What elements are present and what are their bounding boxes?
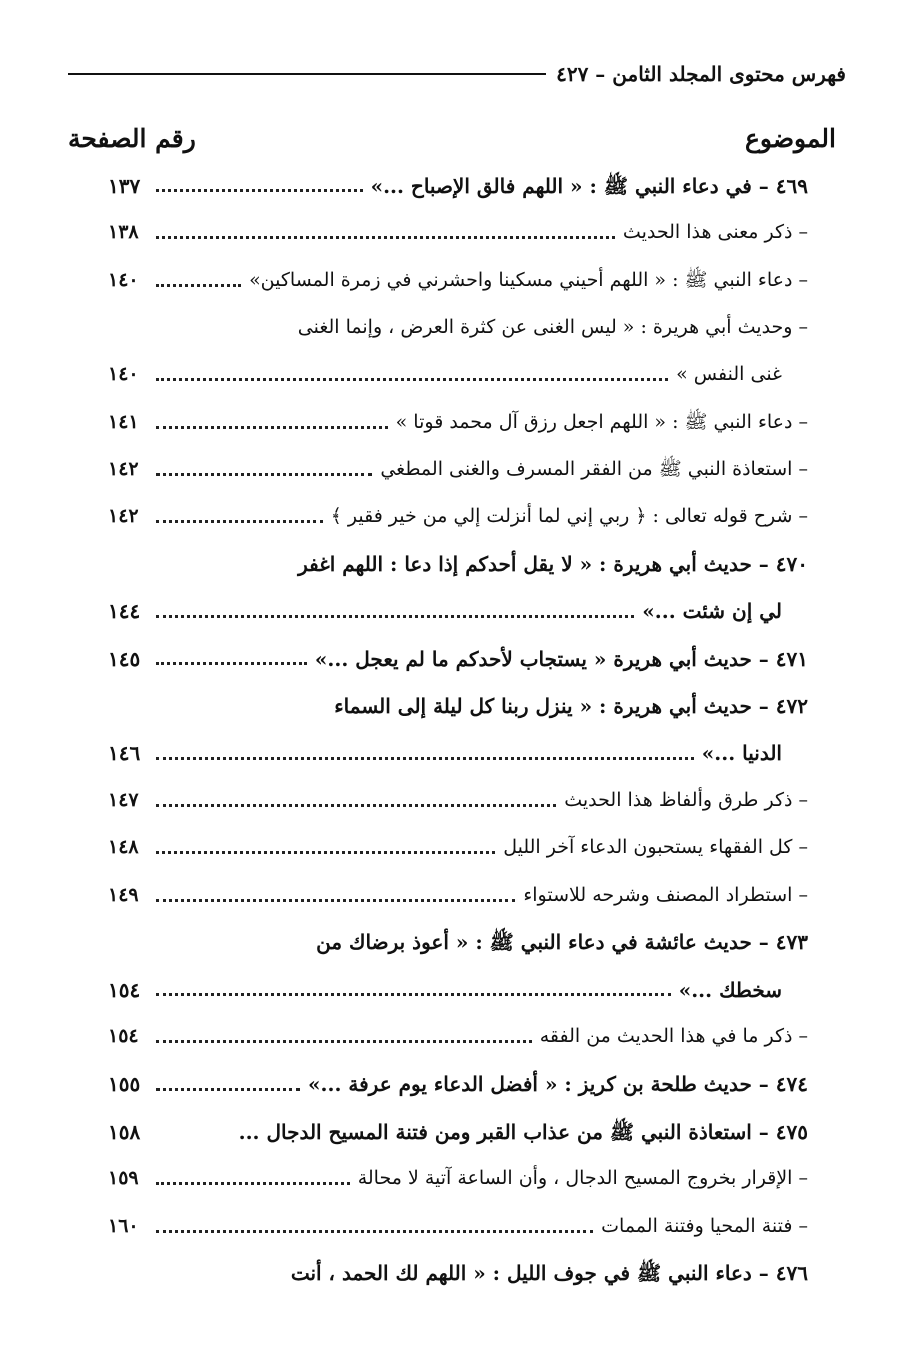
toc-entry-page-number: ١٤٥ [108,646,141,671]
toc-entry-page-number: ١٤٠ [108,268,139,291]
toc-entry [108,493,808,540]
toc-entry-title: لي إن شئت ...» [642,599,782,624]
toc-entry [108,257,808,304]
toc-entry [108,777,808,824]
toc-entry-page-number: ١٣٧ [108,173,141,198]
toc-entry-page-number: ١٤٠ [108,363,139,386]
toc-entry [108,588,808,635]
toc-list [108,162,808,1297]
dot-leader [156,1040,532,1043]
toc-entry-title: – ذكر ما في هذا الحديث من الفقه [539,1025,808,1048]
toc-entry-title: ٤٧١ – حديث أبي هريرة « يستجاب لأحدكم ما لم يعجل ...» [314,646,808,671]
toc-entry [108,871,808,918]
toc-entry-page-number: ١٤٦ [108,741,141,766]
toc-entry [108,1203,808,1250]
toc-entry-page-number: ١٥٤ [108,977,141,1002]
toc-entry-title: ٤٧٠ – حديث أبي هريرة : « لا يقل أحدكم إذا دعا : اللهم اغفر [298,552,808,577]
toc-entry-page-number: ١٥٤ [108,1025,139,1048]
dot-leader [156,1182,350,1185]
toc-entry-title: – شرح قوله تعالى : ﴿ ربي إني لما أنزلت إلي من خير فقير ﴾ [330,505,808,528]
toc-entry-title: ٤٦٩ – في دعاء النبي ﷺ : « اللهم فالق الإصباح ...» [370,173,808,198]
toc-entry-title: الدنيا ...» [701,741,782,766]
dot-leader [156,757,694,760]
toc-entry-title: – استعاذة النبي ﷺ من الفقر المسرف والغنى المطغي [380,457,808,480]
page-column-heading: رقم الصفحة [68,123,196,153]
toc-entry [108,919,808,966]
toc-entry-title: – دعاء النبي ﷺ : « اللهم أحيني مسكينا واحشرني في زمرة المساكين» [249,268,808,291]
toc-entry-page-number: ١٤٢ [108,457,139,480]
toc-entry [108,540,808,587]
header-rule [68,73,546,75]
toc-entry-page-number: ١٤١ [108,410,139,433]
dot-leader [156,473,372,476]
toc-entry [108,398,808,445]
column-headings [68,118,836,158]
toc-entry-title: ٤٧٣ – حديث عائشة في دعاء النبي ﷺ : « أعوذ برضاك من [316,930,808,955]
toc-entry [108,1013,808,1060]
toc-entry-page-number: ١٥٨ [108,1119,141,1144]
toc-entry-title: – كل الفقهاء يستحبون الدعاء آخر الليل [503,836,808,859]
dot-leader [156,1230,593,1233]
subject-column-heading: الموضوع [745,123,836,153]
dot-leader [156,993,671,996]
toc-entry [108,1155,808,1202]
toc-entry-title: – الإقرار بخروج المسيح الدجال ، وأن الساعة آتية لا محالة [357,1167,808,1190]
dot-leader [156,520,323,523]
toc-entry [108,824,808,871]
dot-leader [156,899,515,902]
toc-entry-title: – استطراد المصنف وشرحه للاستواء [523,883,808,906]
toc-entry-title: – ذكر معنى هذا الحديث [622,221,808,244]
dot-leader [156,615,634,618]
toc-entry-page-number: ١٣٨ [108,221,139,244]
toc-entry [108,682,808,729]
toc-entry-title: – وحديث أبي هريرة : « ليس الغنى عن كثرة العرض ، وإنما الغنى [297,316,808,339]
toc-entry-page-number: ١٤٢ [108,505,139,528]
running-title: فهرس محتوى المجلد الثامن – ٤٢٧ [556,62,846,86]
dot-leader [156,1088,300,1091]
toc-entry-title: ٤٧٢ – حديث أبي هريرة : « ينزل ربنا كل ليلة إلى السماء [334,693,808,718]
toc-entry [108,351,808,398]
dot-leader [156,189,363,192]
toc-entry [108,635,808,682]
toc-entry [108,162,808,209]
dot-leader [156,662,307,665]
toc-entry-title: – دعاء النبي ﷺ : « اللهم اجعل رزق آل محمد قوتا » [395,410,808,433]
dot-leader [156,378,668,381]
dot-leader [156,236,615,239]
toc-entry-page-number: ١٤٤ [108,599,141,624]
toc-entry-title: سخطك ...» [678,977,782,1002]
running-header [68,58,846,90]
toc-entry-title: – ذكر طرق وألفاظ هذا الحديث [564,789,808,811]
toc-entry [108,1061,808,1108]
toc-entry-page-number: ١٥٩ [108,1167,139,1190]
toc-entry-page-number: ١٤٩ [108,883,139,906]
toc-entry [108,730,808,777]
toc-entry [108,304,808,351]
toc-entry-title: ٤٧٤ – حديث طلحة بن كريز : « أفضل الدعاء يوم عرفة ...» [308,1072,808,1097]
toc-entry [108,1108,808,1155]
toc-entry [108,209,808,256]
toc-entry-title: ٤٧٦ – دعاء النبي ﷺ في جوف الليل : « اللهم لك الحمد ، أنت [290,1261,808,1286]
toc-entry-title: ٤٧٥ – استعاذة النبي ﷺ من عذاب القبر ومن فتنة المسيح الدجال ... [238,1119,808,1144]
toc-entry-page-number: ١٦٠ [108,1214,139,1237]
dot-leader [156,851,495,854]
toc-entry [108,966,808,1013]
toc-entry-title: غنى النفس » [676,363,782,386]
toc-entry [108,446,808,493]
toc-entry-page-number: ١٤٨ [108,836,139,859]
dot-leader [156,804,556,807]
dot-leader [156,426,388,429]
toc-entry-page-number: ١٤٧ [108,789,139,811]
toc-entry-title: – فتنة المحيا وفتنة الممات [601,1214,808,1237]
toc-entry [108,1250,808,1297]
toc-entry-page-number: ١٥٥ [108,1072,141,1097]
dot-leader [156,284,241,287]
